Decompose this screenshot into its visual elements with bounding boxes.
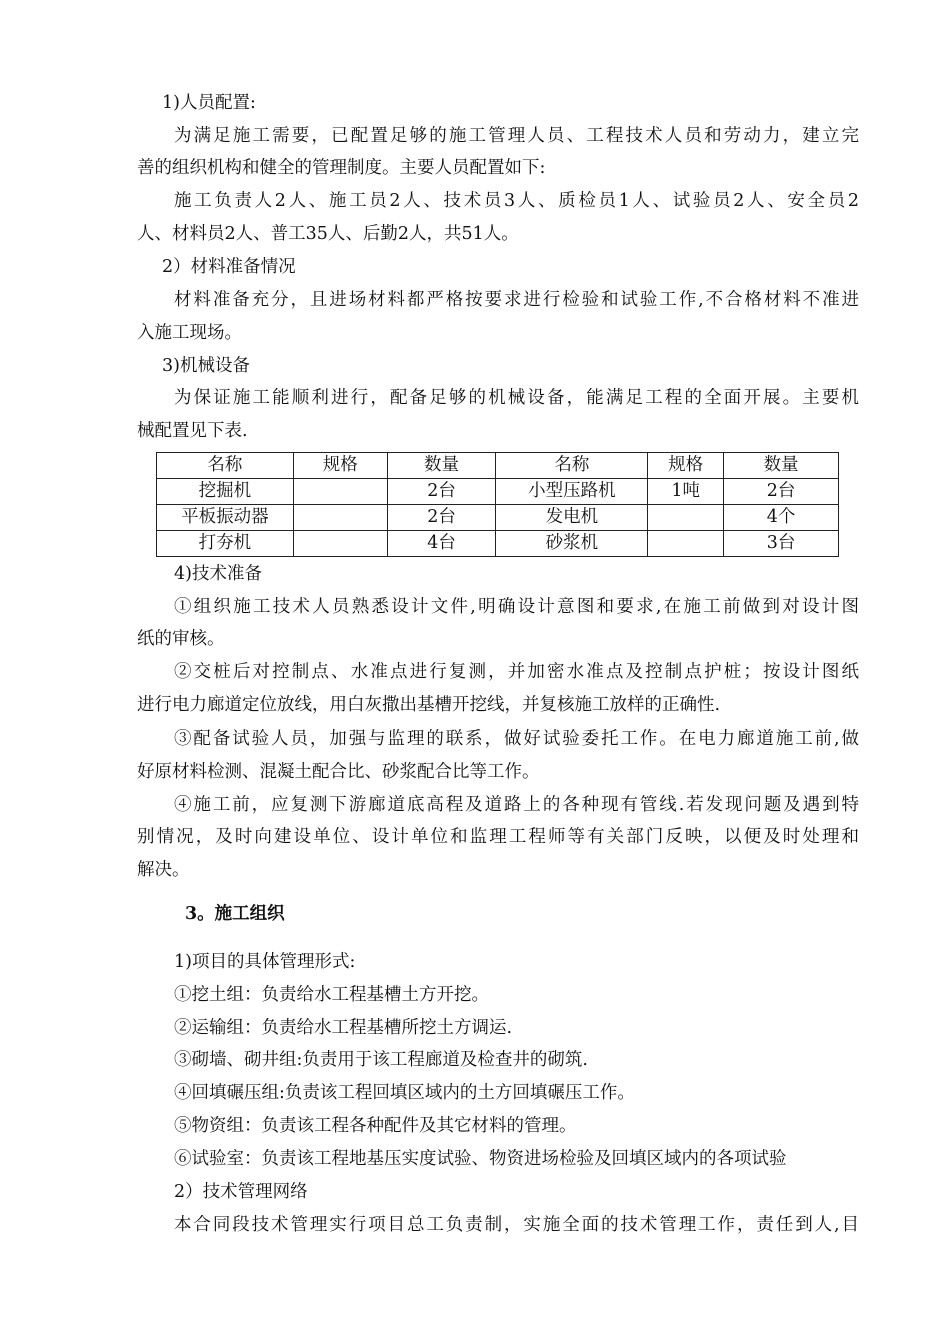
table-cell [293,479,387,505]
org-item: ④回填碾压组:负责该工程回填区域内的土方回填碾压工作。 [174,1083,635,1103]
table-header-cell: 规格 [293,453,387,479]
section-title: 3。施工组织 [185,904,285,924]
s4-item2-line1: ②交桩后对控制点、水准点进行复测，并加密水准点及控制点护桩；按设计图纸 [174,662,859,682]
s4-item1-line2: 纸的审核。 [137,629,225,649]
table-cell: 小型压路机 [496,479,648,505]
table-cell: 2台 [387,505,496,531]
s3-para-line1: 为保证施工能顺利进行，配备足够的机械设备，能满足工程的全面开展。主要机 [174,388,859,408]
org-item: ⑥试验室：负责该工程地基压实度试验、物资进场检验及回填区域内的各项试验 [174,1149,787,1169]
table-row [157,505,839,531]
org-sub2: 2）技术管理网络 [174,1182,308,1202]
s1-para2-line2: 人、材料员2人、普工35人、后勤2人，共51人。 [137,224,519,244]
s2-para-line1: 材料准备充分，且进场材料都严格按要求进行检验和试验工作,不合格材料不准进 [174,290,859,310]
org-item: ③砌墙、砌井组:负责用于该工程廊道及检查井的砌筑. [174,1050,588,1070]
table-row [157,531,839,557]
table-cell: 4个 [724,505,839,531]
org-item: ⑤物资组：负责该工程各种配件及其它材料的管理。 [174,1116,577,1136]
org-item: ①挖土组：负责给水工程基槽土方开挖。 [174,985,489,1005]
table-cell: 平板振动器 [157,505,294,531]
table-cell [648,505,724,531]
s2-heading: 2）材料准备情况 [162,257,296,277]
table-header-row [157,453,839,479]
table-header-cell: 数量 [387,453,496,479]
table-cell [293,531,387,557]
table-cell: 发电机 [496,505,648,531]
table-cell: 打夯机 [157,531,294,557]
s3-para-line2: 械配置见下表. [137,421,248,441]
s1-heading: 1)人员配置: [162,93,256,113]
s4-item3-line2: 好原材料检测、混凝土配合比、砂浆配合比等工作。 [137,762,540,782]
table-cell [293,505,387,531]
s4-item3-line1: ③配备试验人员，加强与监理的联系，做好试验委托工作。在电力廊道施工前,做 [174,729,859,749]
s1-para1-line2: 善的组织机构和健全的管理制度。主要人员配置如下: [137,158,546,178]
table-header-cell: 规格 [648,453,724,479]
s4-heading: 4)技术准备 [174,564,262,584]
org-sub1: 1)项目的具体管理形式: [174,952,356,972]
table-header-cell: 名称 [496,453,648,479]
s4-item4-line2: 别情况，及时向建设单位、设计单位和监理工程师等有关部门反映，以便及时处理和 [137,827,859,847]
table-cell: 砂浆机 [496,531,648,557]
s1-para1-line1: 为满足施工需要，已配置足够的施工管理人员、工程技术人员和劳动力，建立完 [174,126,859,146]
table-cell: 4台 [387,531,496,557]
s4-item1-line1: ①组织施工技术人员熟悉设计文件,明确设计意图和要求,在施工前做到对设计图 [174,597,859,617]
org-last-line: 本合同段技术管理实行项目总工负责制，实施全面的技术管理工作，责任到人,目 [174,1215,859,1235]
table-cell: 挖掘机 [157,479,294,505]
s4-item2-line2: 进行电力廊道定位放线，用白灰撒出基槽开挖线，并复核施工放样的正确性. [137,695,721,715]
table-cell: 2台 [387,479,496,505]
table-cell: 1吨 [648,479,724,505]
table-cell: 3台 [724,531,839,557]
s1-para2-line1: 施工负责人2人、施工员2人、技术员3人、质检员1人、试验员2人、安全员2 [174,191,859,211]
table-row [157,479,839,505]
table-header-cell: 数量 [724,453,839,479]
s2-para-line2: 入施工现场。 [137,323,242,343]
s4-item4-line3: 解决。 [137,860,190,880]
org-item: ②运输组：负责给水工程基槽所挖土方调运. [174,1018,513,1038]
machinery-table [156,452,839,557]
table-cell: 2台 [724,479,839,505]
s4-item4-line1: ④施工前，应复测下游廊道底高程及道路上的各种现有管线.若发现问题及遇到特 [174,795,859,815]
s3-heading: 3)机械设备 [162,356,250,376]
table-header-cell: 名称 [157,453,294,479]
table-cell [648,531,724,557]
